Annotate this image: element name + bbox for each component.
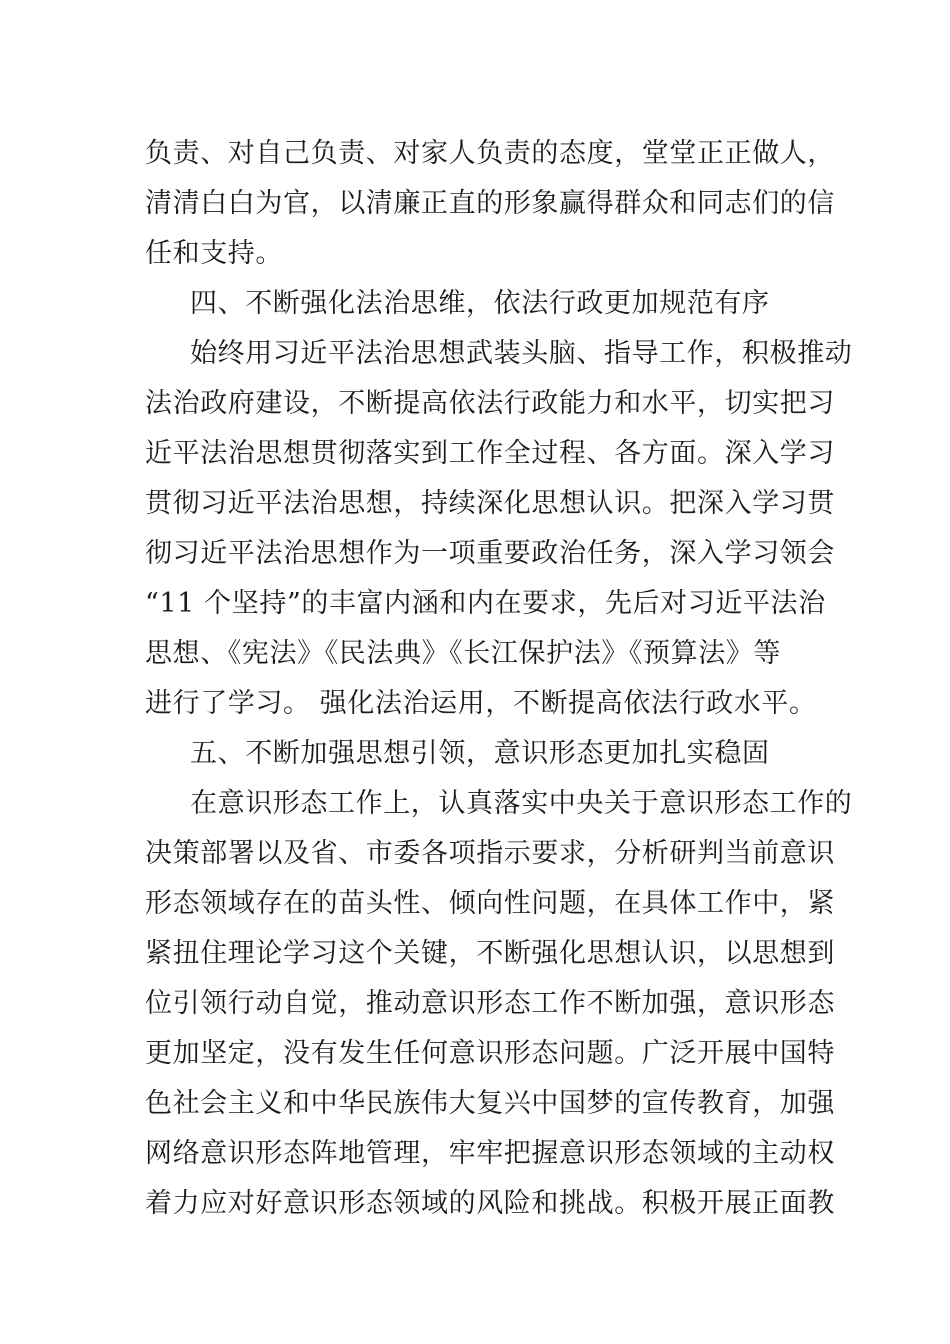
body-text-line: 形态领域存在的苗头性、倾向性问题，在具体工作中，紧 — [145, 888, 835, 919]
body-text-line: “11 个坚持”的丰富内涵和内在要求，先后对习近平法治 — [145, 588, 826, 619]
body-text-line: 始终用习近平法治思想武装头脑、指导工作，积极推动 — [190, 338, 853, 369]
body-text-line: 贯彻习近平法治思想，持续深化思想认识。把深入学习贯 — [145, 488, 835, 519]
body-text-line: 网络意识形态阵地管理，牢牢把握意识形态领域的主动权 — [145, 1138, 835, 1169]
body-text-line: 色社会主义和中华民族伟大复兴中国梦的宣传教育，加强 — [145, 1088, 835, 1119]
body-text-line: 思想、《宪法》《民法典》《长江保护法》《预算法》等 — [145, 638, 781, 669]
body-text-line: 更加坚定，没有发生任何意识形态问题。广泛开展中国特 — [145, 1038, 835, 1069]
section-heading: 四、不断强化法治思维，依法行政更加规范有序 — [190, 288, 770, 319]
body-text-line: 负责、对自己负责、对家人负责的态度，堂堂正正做人， — [145, 138, 835, 169]
body-text-line: 法治政府建设，不断提高依法行政能力和水平，切实把习 — [145, 388, 835, 419]
body-text-line: 近平法治思想贯彻落实到工作全过程、各方面。深入学习 — [145, 438, 835, 469]
body-text-line: 进行了学习。 强化法治运用，不断提高依法行政水平。 — [145, 688, 817, 719]
body-text-line: 彻习近平法治思想作为一项重要政治任务，深入学习领会 — [145, 538, 835, 569]
body-text-line: 在意识形态工作上，认真落实中央关于意识形态工作的 — [190, 788, 853, 819]
body-text-line: 位引领行动自觉，推动意识形态工作不断加强，意识形态 — [145, 988, 835, 1019]
section-heading: 五、不断加强思想引领，意识形态更加扎实稳固 — [190, 738, 770, 769]
body-text-line: 着力应对好意识形态领域的风险和挑战。积极开展正面教 — [145, 1188, 835, 1219]
body-text-line: 紧扭住理论学习这个关键，不断强化思想认识，以思想到 — [145, 938, 835, 969]
body-text-line: 清清白白为官，以清廉正直的形象赢得群众和同志们的信 — [145, 188, 835, 219]
body-text-line: 决策部署以及省、市委各项指示要求，分析研判当前意识 — [145, 838, 835, 869]
body-text-line: 任和支持。 — [145, 238, 283, 269]
